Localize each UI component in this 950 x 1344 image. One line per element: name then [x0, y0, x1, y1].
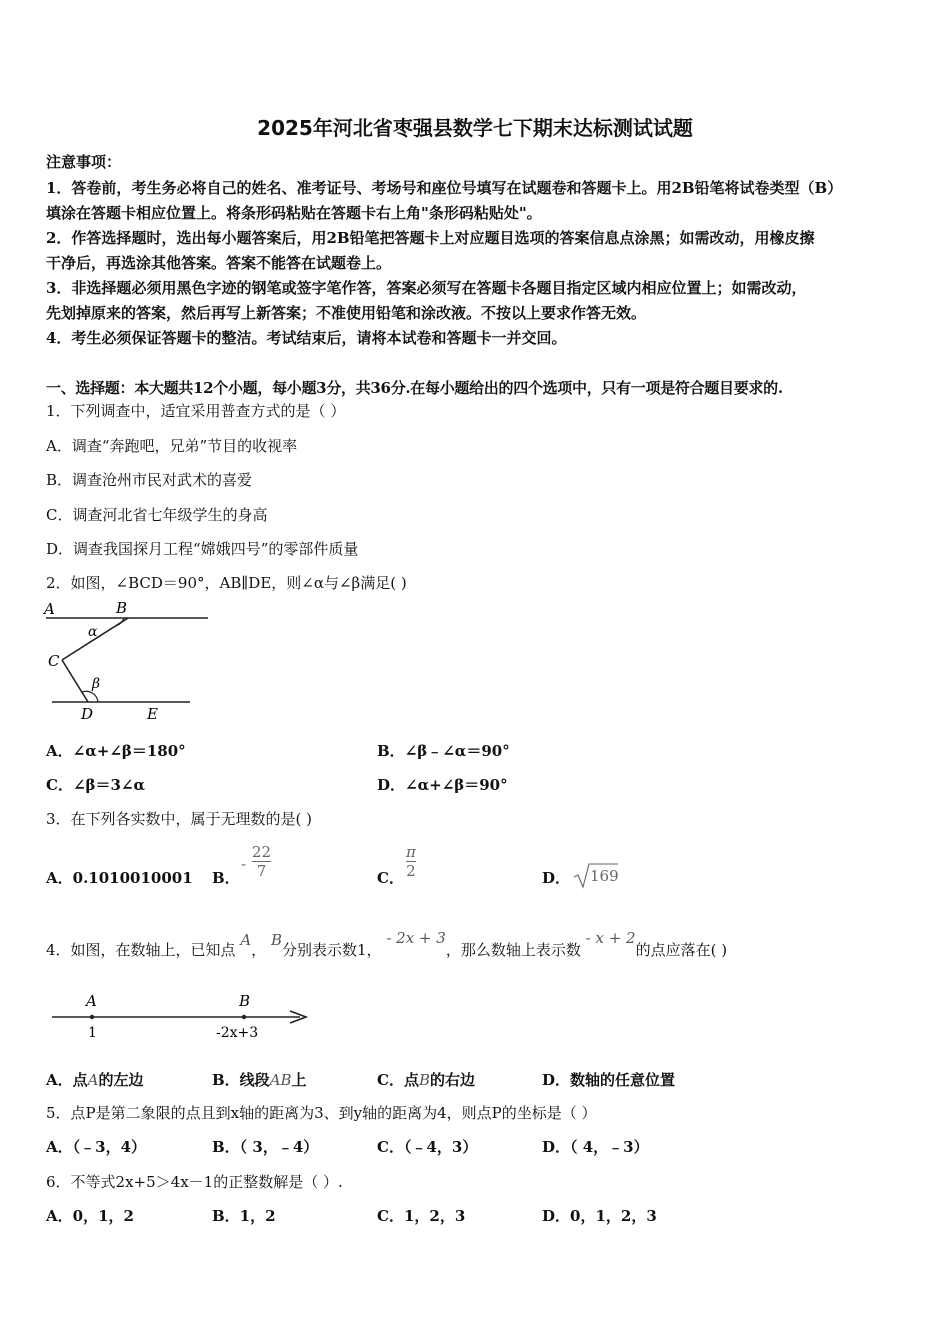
notice-line: 4．考生必须保证答题卡的整洁。考试结束后，请将本试卷和答题卡一并交回。: [46, 329, 567, 347]
question-2-option-c: C．∠β＝3∠α: [46, 776, 146, 794]
question-4-option-b: [212, 1070, 307, 1090]
point-a-var: A: [240, 931, 252, 949]
stem-text: ，那么数轴上表示数: [445, 941, 581, 959]
question-3-option-a: A．0.1010010001: [46, 869, 193, 887]
question-4-option-d: D．数轴的任意位置: [542, 1071, 676, 1089]
section-heading: 一、选择题：本大题共12个小题，每小题3分，共36分.在每小题给出的四个选项中，只有一项是符合题目要求的.: [46, 379, 783, 397]
fraction-denominator: 7: [256, 862, 267, 880]
stem-text: 的点应落在( ): [635, 941, 728, 959]
question-2-option-d: D．∠α+∠β＝90°: [377, 776, 508, 794]
figure-label-e: E: [147, 705, 158, 723]
option-var: A: [87, 1071, 99, 1089]
question-4-number-line: [48, 988, 318, 1046]
question-2-stem: 2．如图，∠BCD＝90°，AB∥DE，则∠α与∠β满足( ): [46, 574, 407, 592]
option-text: 的右边: [429, 1071, 475, 1089]
notice-line: 1．答卷前，考生务必将自己的姓名、准考证号、考场号和座位号填写在试题卷和答题卡上。用2B铅笔将试卷类型（B）: [46, 179, 843, 197]
number-line-label-expr: -2x+3: [216, 1025, 259, 1041]
figure-label-c: C: [48, 652, 60, 670]
number-line-label-a: A: [86, 992, 97, 1010]
figure-label-d: D: [81, 705, 94, 723]
question-6-option-b: B．1，2: [212, 1207, 276, 1225]
expression-2: - x + 2: [585, 929, 636, 947]
page-title: 2025年河北省枣强县数学七下期末达标测试试题: [257, 116, 693, 140]
question-6-option-d: D．0，1，2，3: [542, 1207, 657, 1225]
question-6-stem: 6．不等式2x+5＞4x－1的正整数解是（ ）.: [46, 1173, 343, 1191]
question-3-option-d-label: D．: [542, 869, 571, 887]
number-line-label-one: 1: [88, 1025, 97, 1041]
question-3-stem: 3．在下列各实数中，属于无理数的是( ): [46, 810, 313, 828]
question-3-option-c-fraction: [406, 843, 416, 880]
figure-label-alpha: α: [88, 624, 98, 640]
question-3-option-b-label: B．: [212, 869, 240, 887]
figure-label-beta: β: [92, 676, 101, 692]
question-5-option-c: C．（﹣4，3）: [377, 1138, 478, 1156]
option-var: B: [418, 1071, 430, 1089]
question-3-option-c-label: C．: [377, 869, 404, 887]
question-2-option-a: A．∠α+∠β＝180°: [46, 742, 186, 760]
notice-line: 干净后，再选涂其他答案。答案不能答在试题卷上。: [46, 254, 392, 272]
stem-text: 4．如图，在数轴上，已知点: [46, 941, 236, 959]
notice-heading: 注意事项：: [46, 153, 122, 171]
option-var: AB: [269, 1071, 292, 1089]
question-1-option-b: B．调查沧州市民对武术的喜爱: [46, 471, 253, 489]
question-1-option-a: A．调查“奔跑吧，兄弟”节目的收视率: [46, 437, 298, 455]
question-1-option-d: D．调查我国探月工程“嫦娥四号”的零部件质量: [46, 540, 359, 558]
question-1-option-c: C．调查河北省七年级学生的身高: [46, 506, 268, 524]
stem-text: 分别表示数1，: [282, 941, 382, 959]
question-4-stem: [46, 929, 728, 960]
option-text: A．点: [46, 1071, 88, 1089]
fraction-denominator: 2: [406, 862, 416, 880]
question-5-option-d: D．（ 4，﹣3）: [542, 1138, 649, 1156]
question-6-option-a: A．0，1，2: [46, 1207, 134, 1225]
question-5-option-a: A．（﹣3，4）: [46, 1138, 147, 1156]
expression-1: - 2x + 3: [386, 929, 446, 947]
stem-text: ，: [251, 941, 267, 959]
fraction-numerator: π: [406, 843, 416, 861]
question-4-option-c: [377, 1070, 475, 1090]
option-text: C．点: [377, 1071, 419, 1089]
question-3-option-b-fraction: [252, 843, 271, 880]
question-2-figure: [40, 598, 220, 726]
figure-label-b: B: [116, 599, 128, 617]
question-4-option-a: [46, 1070, 144, 1090]
option-text: 的左边: [98, 1071, 144, 1089]
question-5-stem: 5．点P是第二象限的点且到x轴的距离为3、到y轴的距离为4，则点P的坐标是（ ）: [46, 1104, 597, 1122]
question-6-option-c: C．1，2，3: [377, 1207, 466, 1225]
point-b-var: B: [270, 931, 282, 949]
option-text: 上: [291, 1071, 307, 1089]
option-text: B．线段: [212, 1071, 270, 1089]
notice-line: 2．作答选择题时，选出每小题答案后，用2B铅笔把答题卡上对应题目选项的答案信息点涂黑；如需改动，用橡皮擦: [46, 229, 815, 247]
notice-line: 3．非选择题必须用黑色字迹的钢笔或签字笔作答，答案必须写在答题卡各题目指定区域内相应位置上；如需改动，: [46, 279, 807, 297]
question-3-option-d-radicand: 169: [590, 867, 619, 885]
question-2-option-b: B．∠β﹣∠α＝90°: [377, 742, 510, 760]
number-line-label-b: B: [239, 992, 251, 1010]
fraction-numerator: 22: [252, 843, 272, 861]
figure-label-a: A: [44, 600, 55, 618]
notice-line: 填涂在答题卡相应位置上。将条形码粘贴在答题卡右上角"条形码粘贴处"。: [46, 204, 542, 222]
question-1-stem: 1．下列调查中，适宜采用普查方式的是（ ）: [46, 402, 346, 420]
question-3-option-b-sign: -: [241, 855, 247, 873]
notice-line: 先划掉原来的答案，然后再写上新答案；不准使用铅笔和涂改液。不按以上要求作答无效。: [46, 304, 647, 322]
question-5-option-b: B．（ 3，﹣4）: [212, 1138, 319, 1156]
